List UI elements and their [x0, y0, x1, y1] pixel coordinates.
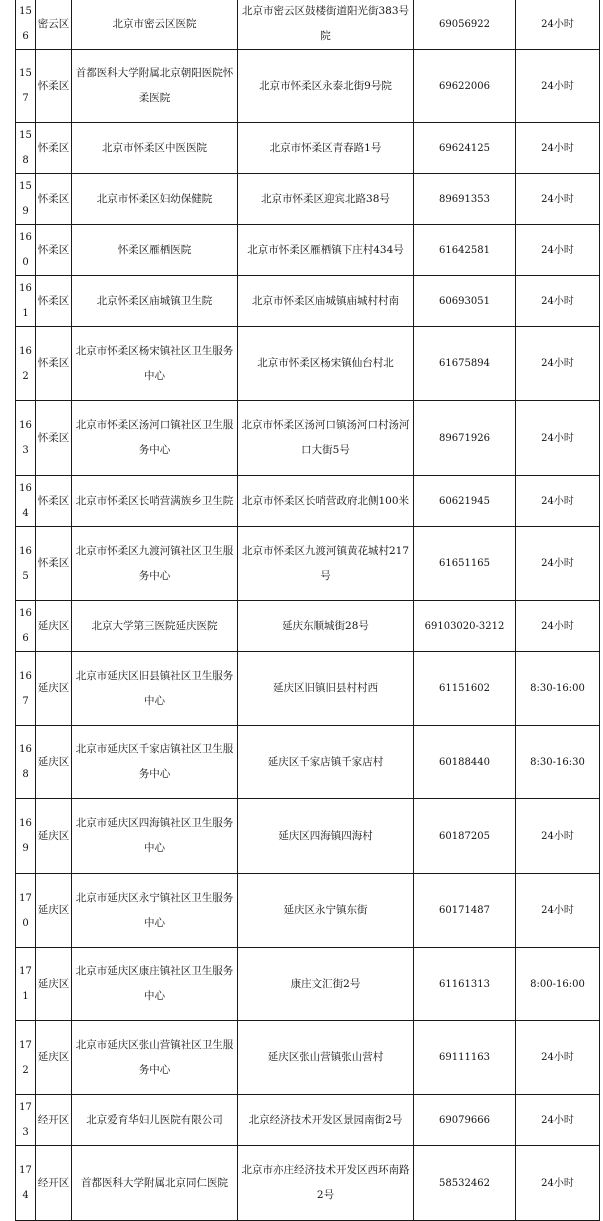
phone-cell: 60621945	[414, 476, 516, 527]
hospital-name-cell: 北京市延庆区永宁镇社区卫生服务中心	[72, 874, 238, 948]
table-row	[16, 0, 600, 50]
hours-cell: 24小时	[516, 1021, 600, 1095]
district-cell: 怀柔区	[36, 50, 72, 123]
row-number: 166	[16, 601, 36, 652]
district-cell: 怀柔区	[36, 225, 72, 276]
district-cell: 怀柔区	[36, 123, 72, 174]
district-cell: 延庆区	[36, 874, 72, 948]
address-cell: 延庆区张山营镇张山营村	[238, 1021, 414, 1095]
row-number: 170	[16, 874, 36, 948]
phone-cell: 69056922	[414, 0, 516, 50]
phone-cell: 58532462	[414, 1146, 516, 1221]
phone-cell: 61675894	[414, 327, 516, 401]
phone-cell: 61651165	[414, 527, 516, 601]
hours-cell: 24小时	[516, 123, 600, 174]
table-row	[16, 123, 600, 174]
district-cell: 延庆区	[36, 726, 72, 799]
district-cell: 怀柔区	[36, 327, 72, 401]
row-number: 174	[16, 1146, 36, 1221]
district-cell: 延庆区	[36, 652, 72, 726]
hours-cell: 24小时	[516, 1146, 600, 1221]
district-cell: 经开区	[36, 1146, 72, 1221]
table-row	[16, 276, 600, 327]
hours-cell: 24小时	[516, 174, 600, 225]
district-cell: 延庆区	[36, 799, 72, 874]
row-number: 158	[16, 123, 36, 174]
district-cell: 怀柔区	[36, 174, 72, 225]
row-number: 156	[16, 0, 36, 50]
row-number: 160	[16, 225, 36, 276]
row-number: 164	[16, 476, 36, 527]
table-row	[16, 225, 600, 276]
district-cell: 延庆区	[36, 601, 72, 652]
hours-cell: 8:30-16:30	[516, 726, 600, 799]
phone-cell: 61151602	[414, 652, 516, 726]
phone-cell: 89691353	[414, 174, 516, 225]
phone-cell: 69103020-3212	[414, 601, 516, 652]
table-row	[16, 476, 600, 527]
phone-cell: 60187205	[414, 799, 516, 874]
address-cell: 北京市怀柔区青春路1号	[238, 123, 414, 174]
hours-cell: 24小时	[516, 527, 600, 601]
hours-cell: 24小时	[516, 0, 600, 50]
address-cell: 延庆区旧镇旧县村村西	[238, 652, 414, 726]
row-number: 173	[16, 1095, 36, 1146]
hours-cell: 24小时	[516, 601, 600, 652]
address-cell: 北京市怀柔区汤河口镇汤河口村汤河口大街5号	[238, 401, 414, 476]
table-row	[16, 401, 600, 476]
phone-cell: 61161313	[414, 948, 516, 1021]
hospital-name-cell: 首都医科大学附属北京朝阳医院怀柔医院	[72, 50, 238, 123]
phone-cell: 61642581	[414, 225, 516, 276]
address-cell: 康庄文汇街2号	[238, 948, 414, 1021]
hospital-name-cell: 北京市密云区医院	[72, 0, 238, 50]
hospital-name-cell: 北京爱育华妇儿医院有限公司	[72, 1095, 238, 1146]
hours-cell: 24小时	[516, 327, 600, 401]
row-number: 162	[16, 327, 36, 401]
hours-cell: 24小时	[516, 874, 600, 948]
district-cell: 怀柔区	[36, 276, 72, 327]
address-cell: 延庆区四海镇四海村	[238, 799, 414, 874]
hospital-name-cell: 北京市延庆区旧县镇社区卫生服务中心	[72, 652, 238, 726]
table-row	[16, 50, 600, 123]
phone-cell: 60693051	[414, 276, 516, 327]
hours-cell: 8:00-16:00	[516, 948, 600, 1021]
hospital-table	[15, 0, 600, 1221]
address-cell: 北京市怀柔区永泰北街9号院	[238, 50, 414, 123]
row-number: 167	[16, 652, 36, 726]
address-cell: 北京市怀柔区庙城镇庙城村村南	[238, 276, 414, 327]
hospital-name-cell: 北京市怀柔区汤河口镇社区卫生服务中心	[72, 401, 238, 476]
address-cell: 北京市怀柔区雁栖镇下庄村434号	[238, 225, 414, 276]
hospital-name-cell: 北京市怀柔区妇幼保健院	[72, 174, 238, 225]
table-row	[16, 1095, 600, 1146]
hours-cell: 24小时	[516, 401, 600, 476]
hours-cell: 24小时	[516, 50, 600, 123]
hospital-name-cell: 北京市怀柔区杨宋镇社区卫生服务中心	[72, 327, 238, 401]
row-number: 168	[16, 726, 36, 799]
phone-cell: 69079666	[414, 1095, 516, 1146]
address-cell: 北京市怀柔区杨宋镇仙台村北	[238, 327, 414, 401]
district-cell: 密云区	[36, 0, 72, 50]
table-row	[16, 174, 600, 225]
hours-cell: 24小时	[516, 799, 600, 874]
phone-cell: 60171487	[414, 874, 516, 948]
hospital-name-cell: 首都医科大学附属北京同仁医院	[72, 1146, 238, 1221]
table-row	[16, 874, 600, 948]
table-row	[16, 327, 600, 401]
phone-cell: 60188440	[414, 726, 516, 799]
table-row	[16, 1021, 600, 1095]
address-cell: 北京市怀柔区长哨营政府北侧100米	[238, 476, 414, 527]
row-number: 161	[16, 276, 36, 327]
hospital-name-cell: 北京市怀柔区中医医院	[72, 123, 238, 174]
hospital-name-cell: 北京市怀柔区九渡河镇社区卫生服务中心	[72, 527, 238, 601]
district-cell: 怀柔区	[36, 476, 72, 527]
table-row	[16, 527, 600, 601]
table-row	[16, 652, 600, 726]
phone-cell: 69624125	[414, 123, 516, 174]
table-row	[16, 726, 600, 799]
hours-cell: 8:30-16:00	[516, 652, 600, 726]
table-row	[16, 1146, 600, 1221]
address-cell: 北京市亦庄经济技术开发区西环南路2号	[238, 1146, 414, 1221]
hospital-name-cell: 北京市延庆区四海镇社区卫生服务中心	[72, 799, 238, 874]
row-number: 157	[16, 50, 36, 123]
row-number: 165	[16, 527, 36, 601]
address-cell: 延庆区永宁镇东街	[238, 874, 414, 948]
hours-cell: 24小时	[516, 225, 600, 276]
address-cell: 北京市怀柔区迎宾北路38号	[238, 174, 414, 225]
address-cell: 北京经济技术开发区景园南街2号	[238, 1095, 414, 1146]
hospital-name-cell: 北京大学第三医院延庆医院	[72, 601, 238, 652]
phone-cell: 69622006	[414, 50, 516, 123]
table-row	[16, 799, 600, 874]
table-body	[16, 0, 600, 1221]
hospital-name-cell: 怀柔区雁栖医院	[72, 225, 238, 276]
hours-cell: 24小时	[516, 276, 600, 327]
hospital-name-cell: 北京市延庆区康庄镇社区卫生服务中心	[72, 948, 238, 1021]
address-cell: 延庆区千家店镇千家店村	[238, 726, 414, 799]
hospital-name-cell: 北京怀柔区庙城镇卫生院	[72, 276, 238, 327]
row-number: 171	[16, 948, 36, 1021]
hours-cell: 24小时	[516, 476, 600, 527]
table-row	[16, 948, 600, 1021]
address-cell: 延庆东顺城街28号	[238, 601, 414, 652]
hospital-name-cell: 北京市延庆区千家店镇社区卫生服务中心	[72, 726, 238, 799]
district-cell: 延庆区	[36, 1021, 72, 1095]
row-number: 172	[16, 1021, 36, 1095]
row-number: 159	[16, 174, 36, 225]
row-number: 169	[16, 799, 36, 874]
hospital-name-cell: 北京市延庆区张山营镇社区卫生服务中心	[72, 1021, 238, 1095]
district-cell: 怀柔区	[36, 527, 72, 601]
district-cell: 经开区	[36, 1095, 72, 1146]
address-cell: 北京市怀柔区九渡河镇黄花城村217号	[238, 527, 414, 601]
phone-cell: 69111163	[414, 1021, 516, 1095]
table-row	[16, 601, 600, 652]
phone-cell: 89671926	[414, 401, 516, 476]
district-cell: 延庆区	[36, 948, 72, 1021]
row-number: 163	[16, 401, 36, 476]
hospital-name-cell: 北京市怀柔区长哨营满族乡卫生院	[72, 476, 238, 527]
address-cell: 北京市密云区鼓楼街道阳光街383号院	[238, 0, 414, 50]
hours-cell: 24小时	[516, 1095, 600, 1146]
district-cell: 怀柔区	[36, 401, 72, 476]
